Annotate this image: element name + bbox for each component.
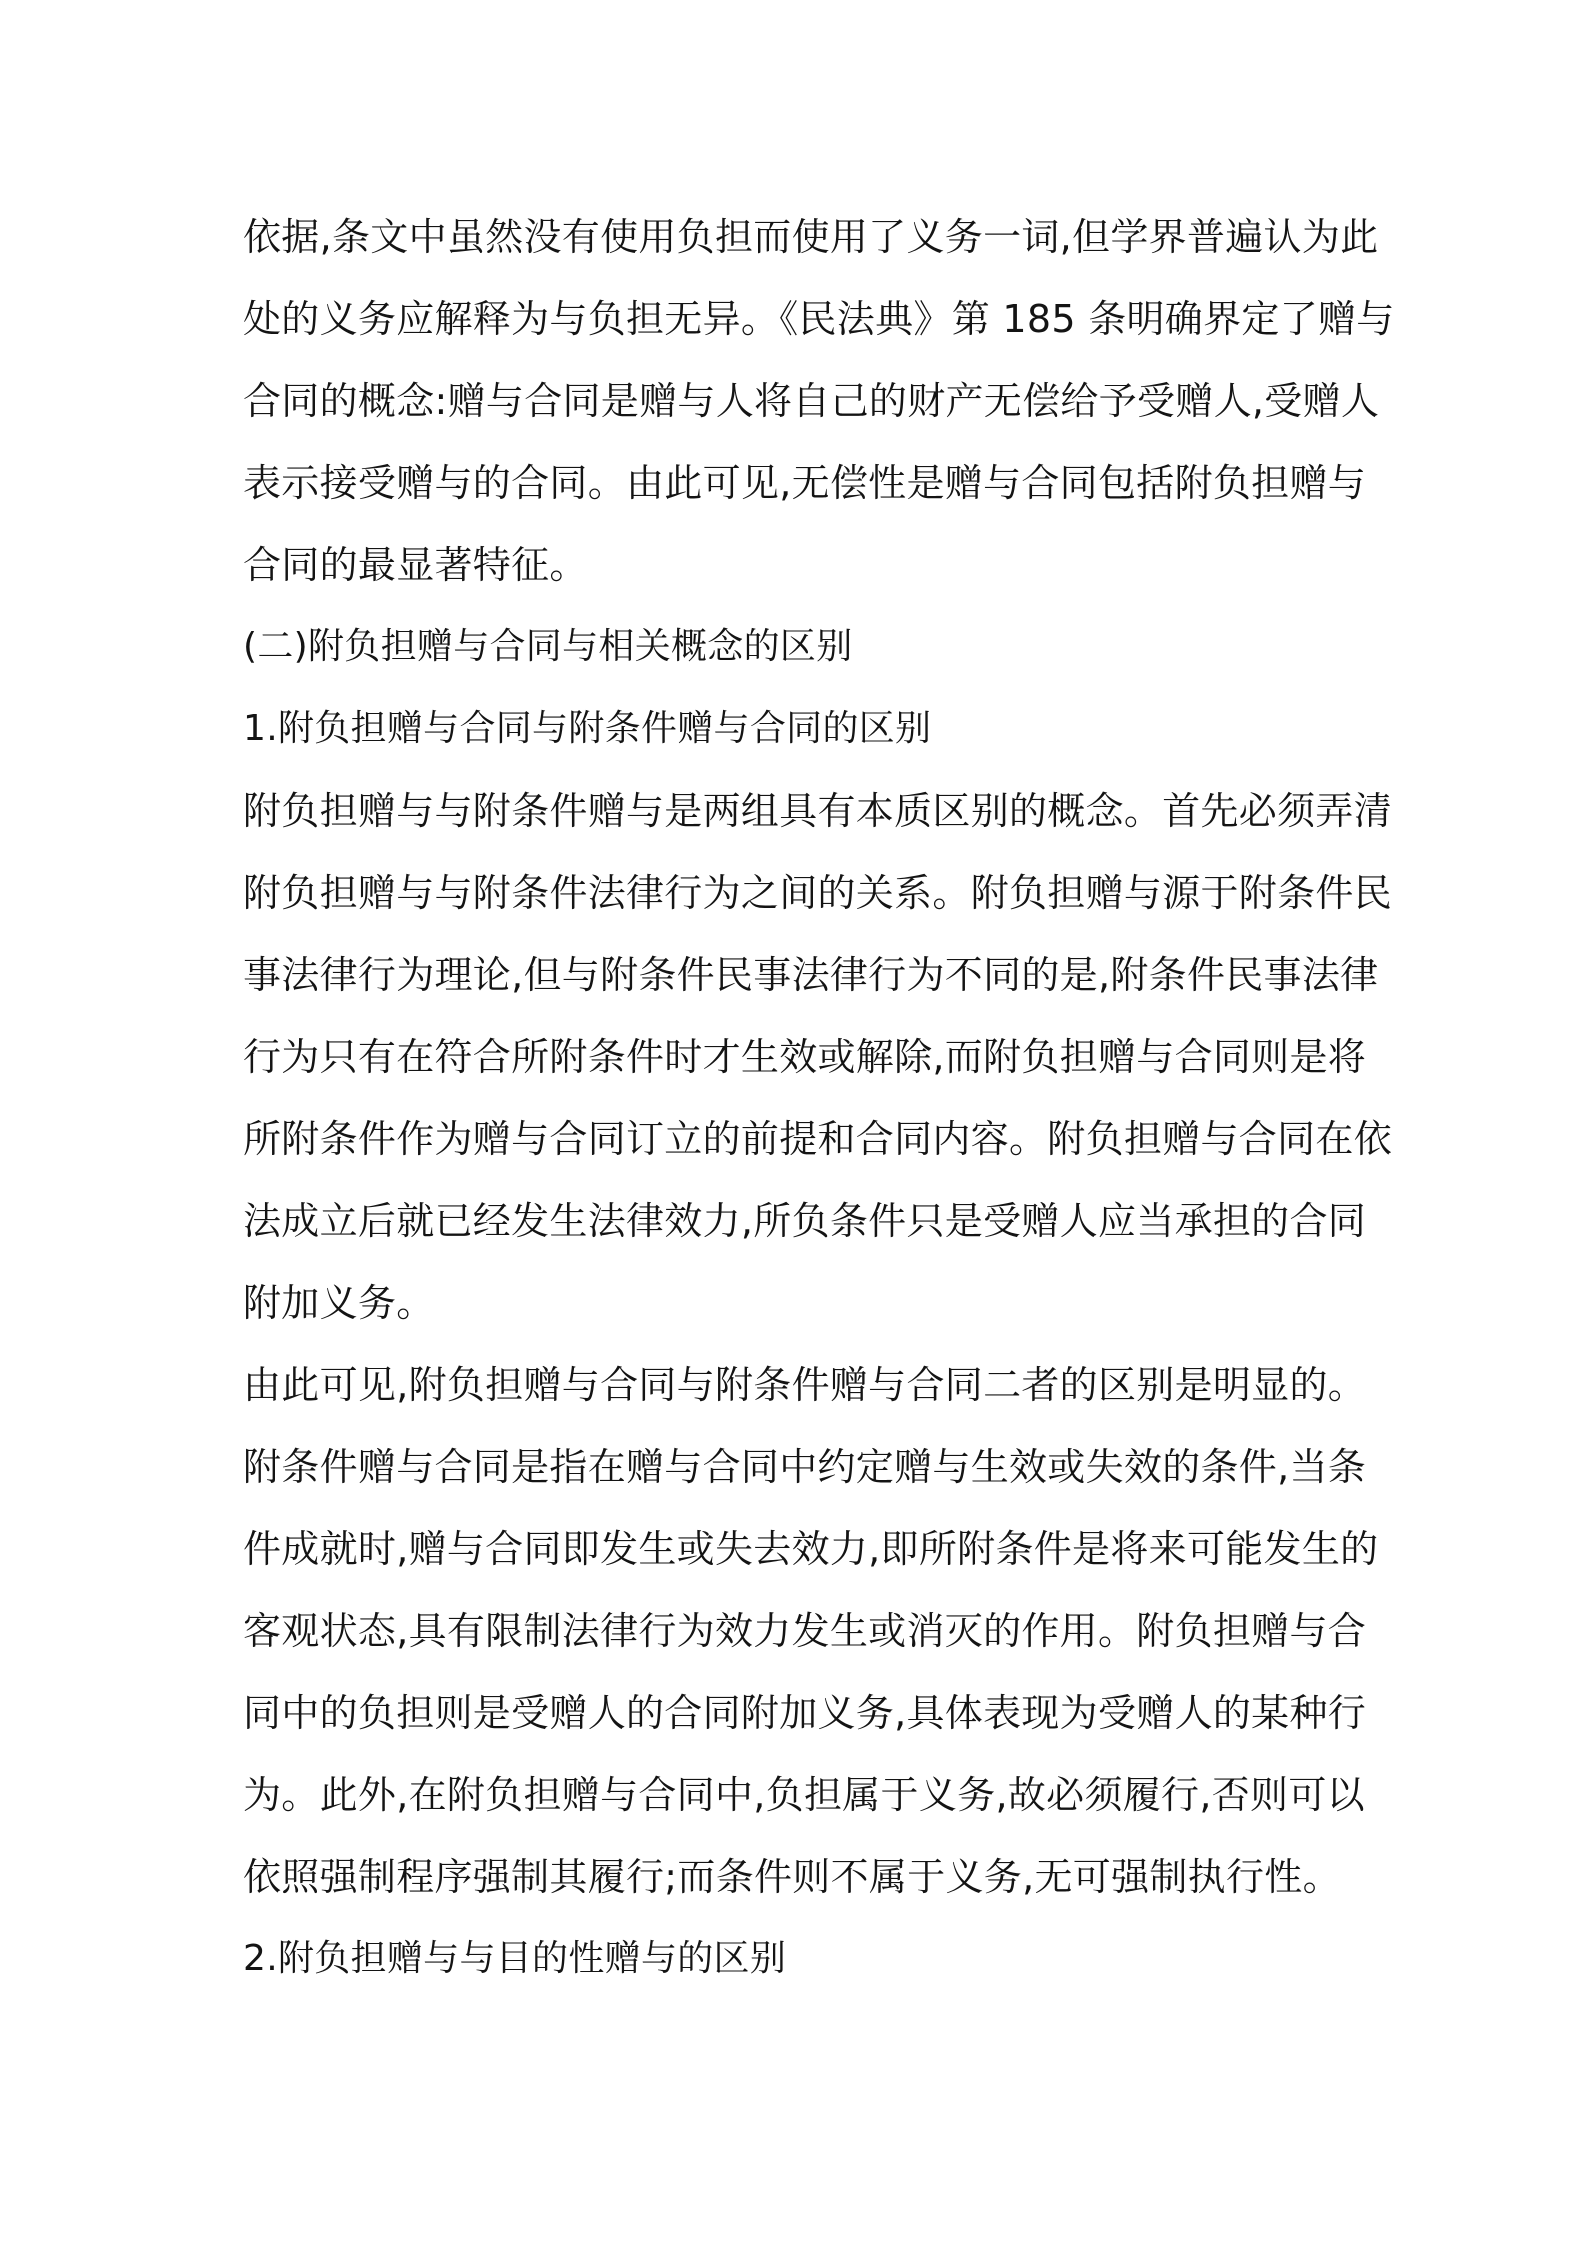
subsection-heading: 1.附负担赠与合同与附条件赠与合同的区别 <box>243 708 932 749</box>
text-line: 为。此外,在附负担赠与合同中,负担属于义务,故必须履行,否则可以 <box>243 1773 1365 1817</box>
text-line: 合同的最显著特征。 <box>243 543 588 587</box>
section-heading: (二)附负担赠与合同与相关概念的区别 <box>243 626 853 667</box>
text-line: 依照强制程序强制其履行;而条件则不属于义务,无可强制执行性。 <box>243 1855 1341 1899</box>
text-line: 行为只有在符合所附条件时才生效或解除,而附负担赠与合同则是将 <box>243 1035 1367 1079</box>
text-line: 表示接受赠与的合同。由此可见,无偿性是赠与合同包括附负担赠与 <box>243 461 1367 505</box>
text-line: 客观状态,具有限制法律行为效力发生或消灭的作用。附负担赠与合 <box>243 1609 1367 1653</box>
text-line: 附负担赠与与附条件法律行为之间的关系。附负担赠与源于附条件民 <box>243 871 1393 915</box>
subsection-heading: 2.附负担赠与与目的性赠与的区别 <box>243 1938 787 1979</box>
text-line: 处的义务应解释为与负担无异。《民法典》第 185 条明确界定了赠与 <box>243 297 1395 341</box>
text-line: 所附条件作为赠与合同订立的前提和合同内容。附负担赠与合同在依 <box>243 1117 1393 1161</box>
text-line: 合同的概念:赠与合同是赠与人将自己的财产无偿给予受赠人,受赠人 <box>243 379 1380 423</box>
text-line: 附加义务。 <box>243 1281 435 1325</box>
text-line: 依据,条文中虽然没有使用负担而使用了义务一词,但学界普遍认为此 <box>243 215 1379 259</box>
document-body <box>243 196 1395 2000</box>
text-line: 附负担赠与与附条件赠与是两组具有本质区别的概念。首先必须弄清 <box>243 789 1393 833</box>
text-line: 法成立后就已经发生法律效力,所负条件只是受赠人应当承担的合同 <box>243 1199 1367 1243</box>
text-line: 同中的负担则是受赠人的合同附加义务,具体表现为受赠人的某种行 <box>243 1691 1367 1735</box>
text-line: 附条件赠与合同是指在赠与合同中约定赠与生效或失效的条件,当条 <box>243 1445 1367 1489</box>
text-line: 由此可见,附负担赠与合同与附条件赠与合同二者的区别是明显的。 <box>243 1363 1367 1407</box>
text-line: 件成就时,赠与合同即发生或失去效力,即所附条件是将来可能发生的 <box>243 1527 1379 1571</box>
text-line: 事法律行为理论,但与附条件民事法律行为不同的是,附条件民事法律 <box>243 953 1379 997</box>
